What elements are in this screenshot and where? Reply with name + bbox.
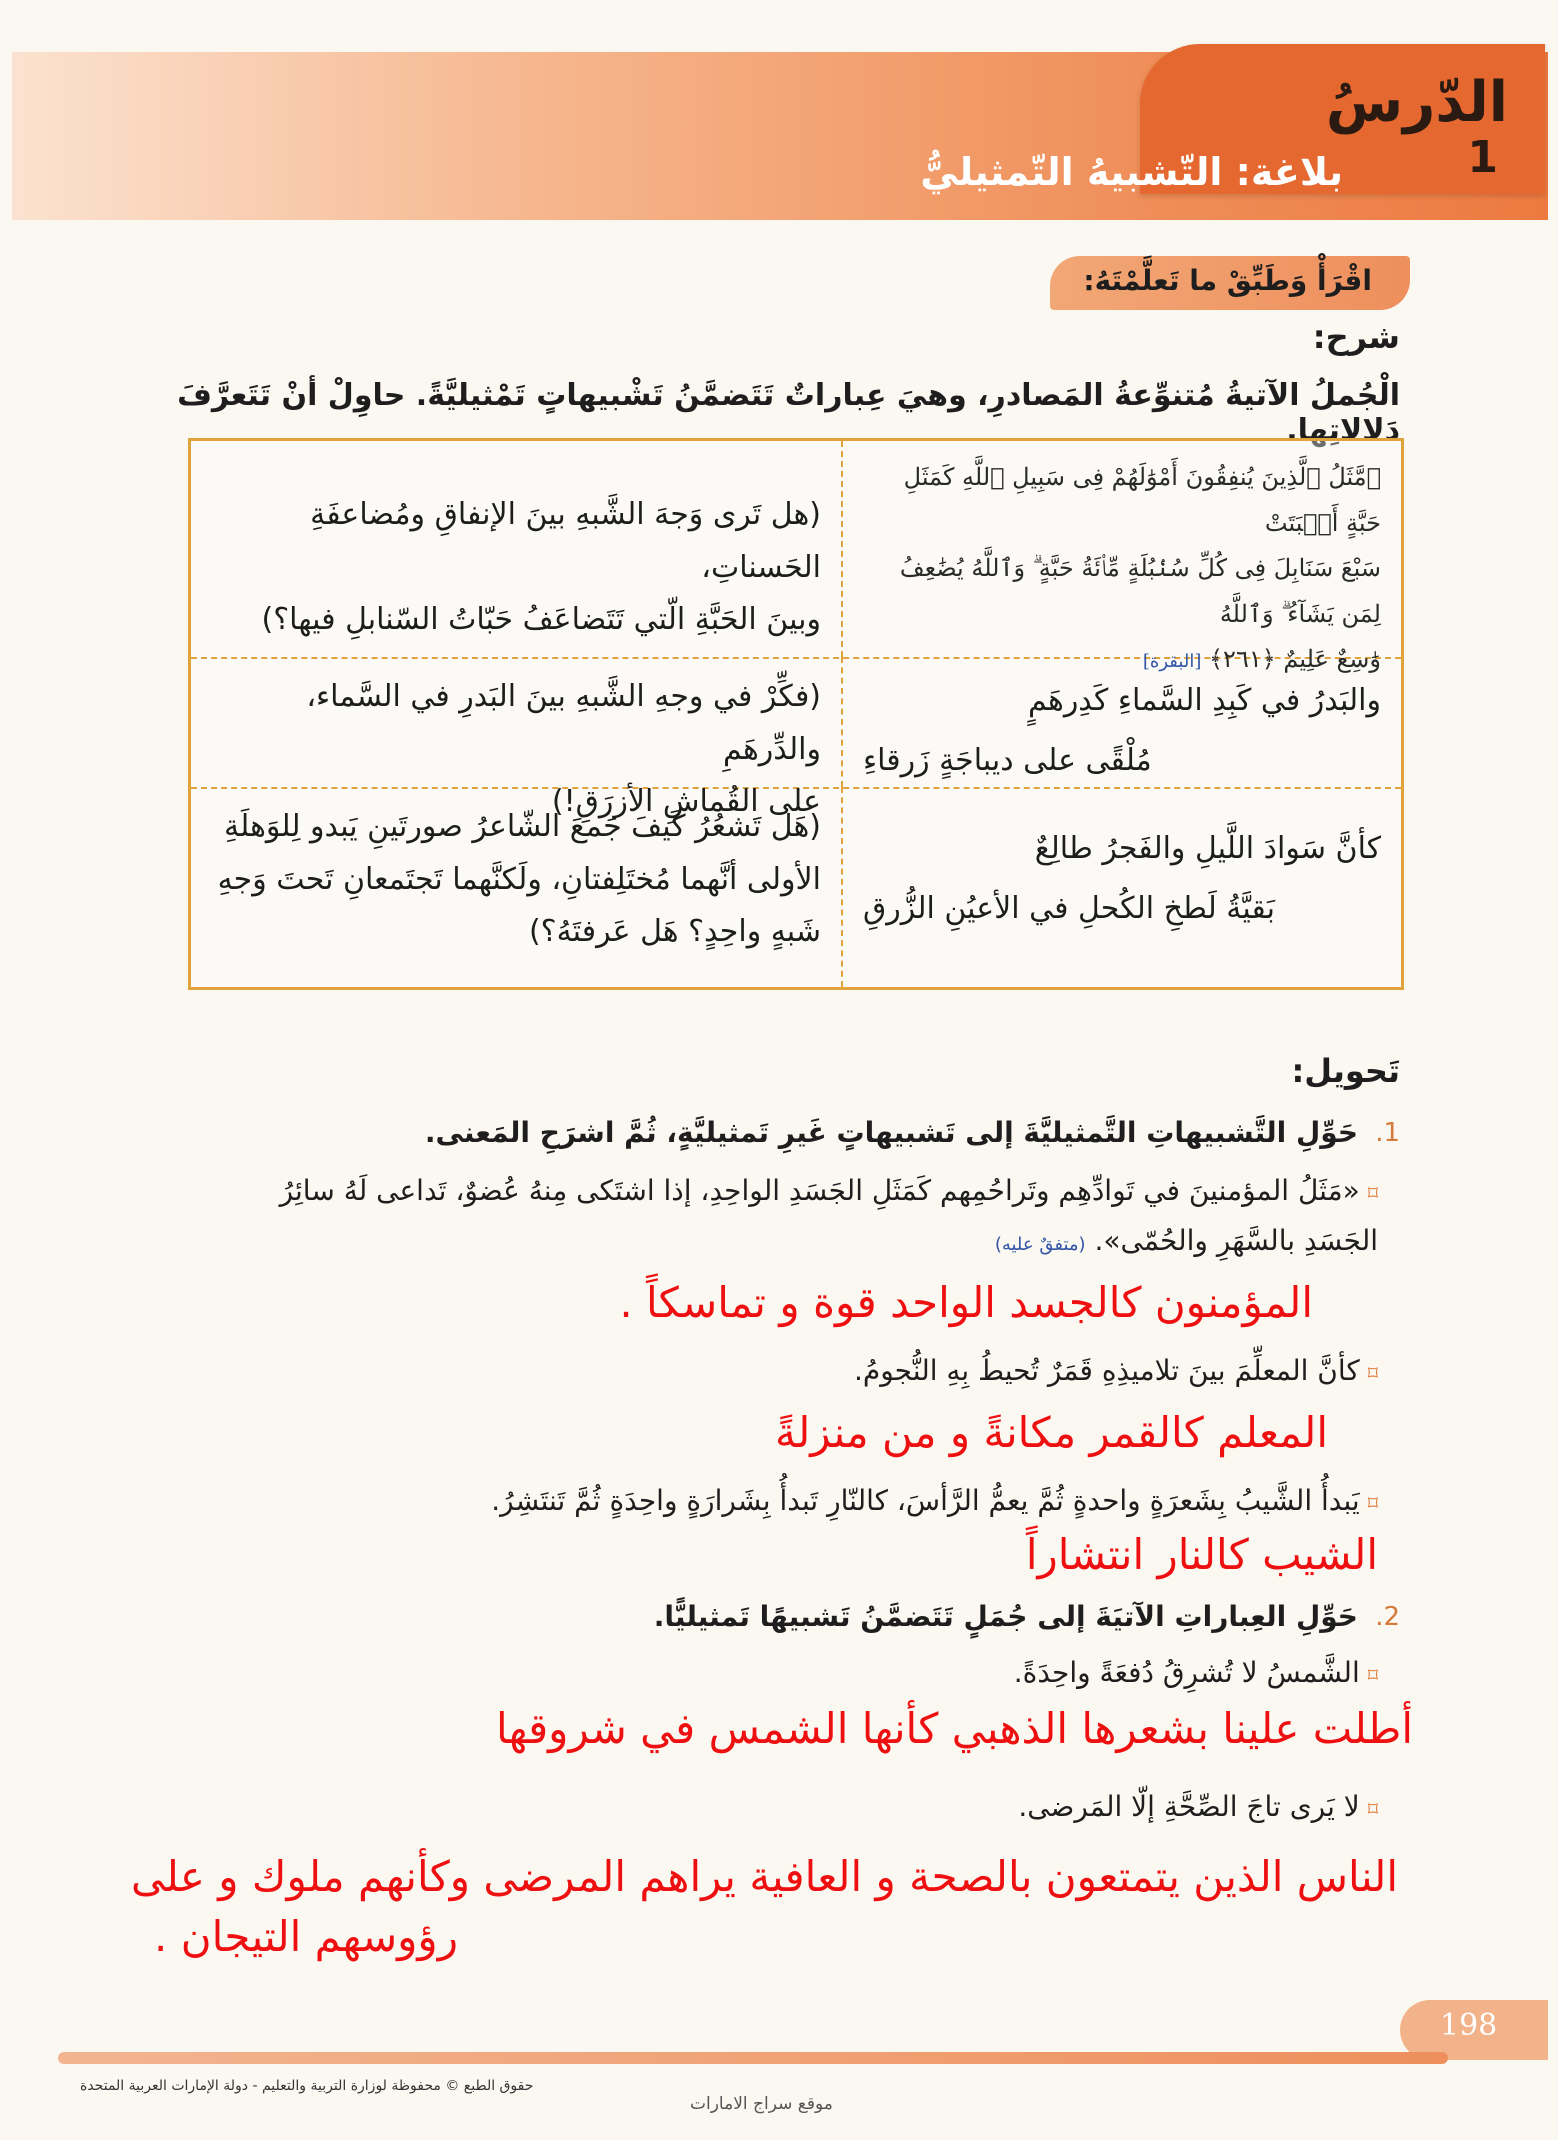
bullet-icon: ⌑ [1367, 1181, 1378, 1205]
handwritten-answer: الناس الذين يتمتعون بالصحة و العافية يراهم المرضى وكأنهم ملوك و على [130, 1852, 1398, 1901]
prompt-line: وبينَ الحَبَّةِ الّتي تَتَضاعَفُ حَبّاتُ السّنابلِ فيها؟) [261, 602, 821, 637]
item-text: الشَّمسُ لا تُشرِقُ دُفعَةً واحِدَةً. [1013, 1656, 1360, 1689]
table-row [191, 787, 1401, 987]
item-text: يَبدأُ الشَّيبُ بِشَعرَةٍ واحدةٍ ثُمَّ يعمُّ الرَّأسَ، كالنّارِ تَبدأُ بِشَرارَةٍ واحِدَةٍ ثُمَّ تَنتَشِرُ. [491, 1484, 1360, 1517]
quran-line: سَبْعَ سَنَابِلَ فِى كُلِّ سُنۢبُلَةٍ مِّا۟ئَةُ حَبَّةٍ ۗ وَٱللَّهُ يُضَٰعِفُ لِمَن يَشَآءُ ۗ وَٱللَّهُ [899, 554, 1381, 628]
source-tag: (متفقٌ عليه) [994, 1234, 1086, 1256]
question-text: حَوِّلِ التَّشبيهاتِ التَّمثيليَّةَ إلى تَشبيهاتٍ غَيرِ تَمثيليَّةٍ، ثُمَّ اشرَحِ المَعنى. [424, 1116, 1358, 1149]
poem-line: كأنَّ سَوادَ اللَّيلِ والفَجرُ طالِعٌ [1034, 831, 1381, 866]
lesson-number: 1 [1467, 132, 1498, 183]
quote-cell [841, 441, 1401, 674]
quran-source: [البقرة] [1142, 651, 1202, 673]
footer-rule [58, 2052, 1448, 2064]
handwritten-answer: المؤمنون كالجسد الواحد قوة و تماسكاً . [619, 1278, 1313, 1327]
poem-line: مُلْقًى على ديباجَةٍ زَرقاءِ [863, 743, 1152, 778]
explain-intro: الْجُملُ الآتيةُ مُتنوِّعةُ المَصادرِ، وهيَ عِباراتٌ تَتَضمَّنُ تَشْبيهاتٍ تَمْثيليَّةً. حاوِلْ أنْ تَتَعرَّفَ دَلالاتِها. [177, 378, 1400, 448]
read-apply-pill [1050, 256, 1410, 310]
read-apply-label: اقْرَأْ وَطَبِّقْ ما تَعلَّمْتَهُ: [1083, 264, 1372, 297]
prompt-cell [191, 441, 841, 657]
explain-heading: شرح: [1312, 318, 1400, 356]
bullet-icon: ⌑ [1367, 1491, 1378, 1515]
question-number: 2. [1375, 1602, 1400, 1632]
table-row [191, 657, 1401, 819]
site-footer: موقع سراج الامارات [690, 2094, 833, 2114]
question-number: 1. [1375, 1118, 1400, 1148]
bullet-icon: ⌑ [1367, 1361, 1378, 1385]
prompt-line: شَبهٍ واحِدٍ؟ هَل عَرفتَهُ؟) [528, 914, 821, 949]
quote-cell [841, 787, 1401, 987]
handwritten-answer: المعلم كالقمر مكانةً و من منزلةً [774, 1408, 1328, 1457]
exercise-item [1014, 1648, 1378, 1698]
item-text: الجَسَدِ بالسَّهَرِ والحُمّى». [1094, 1224, 1378, 1258]
lesson-word: الدّرسُ [1325, 70, 1508, 135]
quote-cell [841, 657, 1401, 787]
poem-line: بَقيَّةُ لَطخِ الكُحلِ في الأعيُنِ الزُّرقِ [863, 891, 1275, 926]
quran-line-text: وَٰسِعٌ عَلِيمٌ ﴿٢٦١﴾ [1208, 645, 1381, 674]
bullet-icon: ⌑ [1367, 1797, 1378, 1821]
handwritten-answer: أطلت علينا بشعرها الذهبي كأنها الشمس في شروقها [495, 1704, 1413, 1753]
exercise-item [854, 1346, 1378, 1396]
prompt-cell [191, 657, 841, 819]
item-text: كأنَّ المعلِّمَ بينَ تلاميذِهِ قَمَرٌ تُحيطُ بِهِ النُّجومُ. [853, 1354, 1360, 1387]
page-number: 198 [1440, 2008, 1498, 2043]
prompt-line: (فكِّرْ في وجهِ الشَّبهِ بينَ البَدرِ في السَّماء، والدِّرهَمِ [306, 679, 821, 767]
examples-table [188, 438, 1404, 990]
prompt-line: (هَل تَشعُرُ كَيفَ جَمعَ الشّاعرُ صورتَينِ يَبدو لِلوَهلَةِ [224, 809, 821, 844]
prompt-line: (هل تَرى وَجهَ الشَّبهِ بينَ الإنفاقِ ومُضاعفَةِ الحَسناتِ، [310, 497, 821, 585]
poem-line: والبَدرُ في كَبِدِ السَّماءِ كَدِرهَمٍ [1028, 683, 1381, 718]
handwritten-answer: رؤوسهم التيجان . [154, 1912, 458, 1961]
prompt-cell [191, 787, 841, 987]
page-number-tab [1400, 2000, 1548, 2060]
copyright-notice: حقوق الطبع © محفوظة لوزارة التربية والتعليم - دولة الإمارات العربية المتحدة [80, 2078, 534, 2094]
handwritten-answer: الشيب كالنار انتشاراً [1025, 1530, 1378, 1579]
item-text: لا يَرى تاجَ الصِّحَّةِ إلّا المَرضى. [1018, 1790, 1360, 1823]
table-row [191, 441, 1401, 674]
transform-heading: تَحويل: [1291, 1052, 1400, 1090]
exercise-item [128, 1166, 1378, 1267]
prompt-line: على القُماشِ الأزرَقِ!) [551, 784, 821, 819]
question-text: حَوِّلِ العِباراتِ الآتيَةَ إلى جُمَلٍ تَتَضمَّنُ تَشبيهًا تَمثيليًّا. [653, 1600, 1358, 1633]
lesson-subtitle: بلاغة: التّشبيهُ التّمثيليُّ [920, 150, 1343, 194]
prompt-line: الأولى أنَّهما مُختَلِفتانِ، ولَكنَّهما تَجتَمعانِ تَحتَ وَجهِ [217, 861, 821, 897]
exercise-item [491, 1476, 1378, 1526]
item-text: «مَثَلُ المؤمنينَ في تَوادِّهِم وتَراحُمِهم كَمَثَلِ الجَسَدِ الواحِدِ، إذا اشتَكى مِنهُ عُضوٌ، تَداعى لَهُ سائِرُ [279, 1174, 1360, 1207]
bullet-icon: ⌑ [1367, 1663, 1378, 1687]
exercise-item [1018, 1782, 1378, 1832]
quran-line: ﴿مَّثَلُ ٱلَّذِينَ يُنفِقُونَ أَمْوَٰلَهُمْ فِى سَبِيلِ ٱللَّهِ كَمَثَلِ حَبَّةٍ أَنۢبَتَتْ [903, 463, 1381, 537]
